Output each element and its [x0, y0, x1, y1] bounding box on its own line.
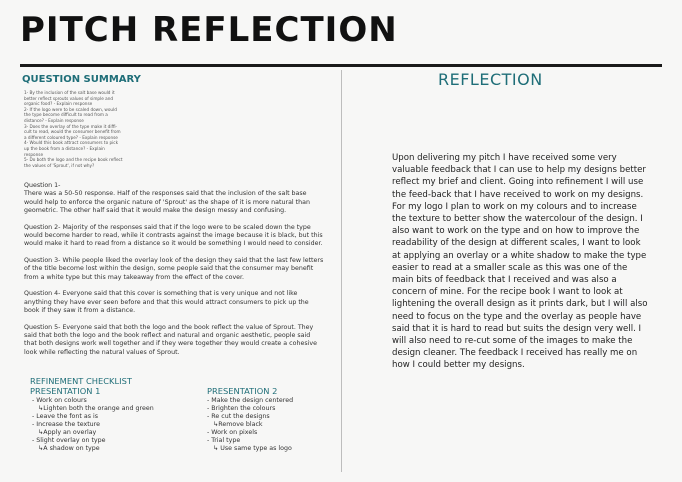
answer-1 [24, 182, 324, 215]
question-line: a different coloured type? - Explain response [24, 134, 118, 140]
answer-2: Question 2- Majority of the responses said that if the logo were to be scaled down the type would become harder to read, while it contrasts against the image because it is black, but this would make it hard to read from a distance so it would be something I would need to consider. [24, 223, 323, 248]
presentation-2-list [207, 397, 293, 453]
checklist-item: - Brighten the colours [207, 405, 276, 412]
answer-text: There was a 50-50 response. Half of the responses said that the inclusion of the salt base would help to enforce the organic nature of 'Sprout' as the shape of it is more natural than geometric. The other half said that it would make the design messy and confusing. [24, 190, 310, 214]
checklist-item: ↳A shadow on type [32, 445, 100, 452]
question-line: 3- Does the overlay of the type make it diffi- [24, 123, 118, 129]
presentation-1-list [32, 397, 154, 453]
checklist-item: - Re cut the designs [207, 413, 270, 420]
reflection-heading: REFLECTION [438, 70, 543, 89]
checklist-item: - Work on pixels [207, 429, 258, 436]
checklist-item: - Trial type [207, 437, 241, 444]
checklist-item: - Work on colours [32, 397, 87, 404]
checklist-item: - Make the design centered [207, 397, 294, 404]
question-line: 5- Do both the logo and the recipe book reflect [24, 157, 123, 163]
presentation-2-heading: PRESENTATION 2 [207, 386, 278, 396]
question-line: better reflect sprouts values of simple and [24, 95, 114, 101]
refinement-checklist-heading: REFINEMENT CHECKLIST [30, 376, 132, 386]
question-line: the values of 'Sprout', if not why? [24, 162, 95, 168]
question-line: 2- If the logo were to be scaled down, would [24, 106, 117, 112]
page-title: PITCH REFLECTION [20, 10, 398, 50]
checklist-item: ↳Remove black [207, 421, 263, 428]
checklist-item: ↳Lighten both the orange and green [32, 405, 154, 412]
checklist-item: ↳Apply an overlay [32, 429, 97, 436]
question-line: 4- Would this book attract consumers to pick [24, 140, 119, 146]
checklist-item: - Leave the font as is [32, 413, 99, 420]
checklist-item: ↳ Use same type as logo [207, 445, 292, 452]
question-line: cult to read, would the consumer benefit from [24, 129, 121, 135]
answer-3: Question 3- While people liked the overlay look of the design they said that the last few letters of the title become lost within the design, some people said that the consumer may benefit from a white type but this may takeaway from the effect of the cover. [24, 257, 324, 281]
question-line: up the book from a distance? - Explain [24, 145, 105, 151]
answer-5: Question 5- Everyone said that both the logo and the book reflect the value of Sprout. They said that both the logo and the book reflect and natural and organic aesthetic, people said that both designs work well together and if they were together they would create a cohesive look while reflecting the natural values of Sprout. [24, 323, 317, 356]
answers-section [24, 182, 324, 366]
checklist-item: - Slight overlay on type [32, 437, 106, 444]
question-line: organic food? - Explain response [24, 101, 93, 107]
checklist-item: - Increase the texture [32, 421, 101, 428]
answer-label: Question 1- [24, 182, 61, 189]
answer-4: Question 4- Everyone said that this cover is something that is very unique and not like anything they have ever seen before and that this would attract consumers to pick up the book if they saw it from a distance. [24, 290, 309, 315]
question-line: response [24, 151, 44, 157]
column-divider [341, 70, 342, 472]
reflection-body: Upon delivering my pitch I have received some very valuable feedback that I can use to help my designs better reflect my brief and client. Going into refinement I will use the feed-back that I have received to work on my designs. For my logo I plan to work on my colours and to increase the texture to better show the watercolour of the design. I also want to work on the type and on how to improve the readability of the design at different scales, I want to look at applying an overlay or a white shadow to make the type easier to read at a smaller scale as this was one of the main bits of feedback that I received and was also a concern of mine. For the recipe book I want to look at lightening the overall design as it prints dark, but I will also need to focus on the type and the overlay as people have said that it is hard to read but suits the design very well. I will also need to re-cut some of the images to make the design cleaner. The feedback I received has really me on how I could better my designs. [392, 153, 648, 371]
question-summary-heading: QUESTION SUMMARY [22, 74, 141, 85]
title-rule [20, 64, 662, 67]
question-line: 1- By the inclusion of the salt base would it [24, 90, 115, 95]
question-list [24, 90, 154, 168]
presentation-1-heading: PRESENTATION 1 [30, 386, 101, 396]
question-line: distance? - Explain response [24, 117, 84, 123]
question-line: the type become difficult to read from a [24, 112, 108, 118]
